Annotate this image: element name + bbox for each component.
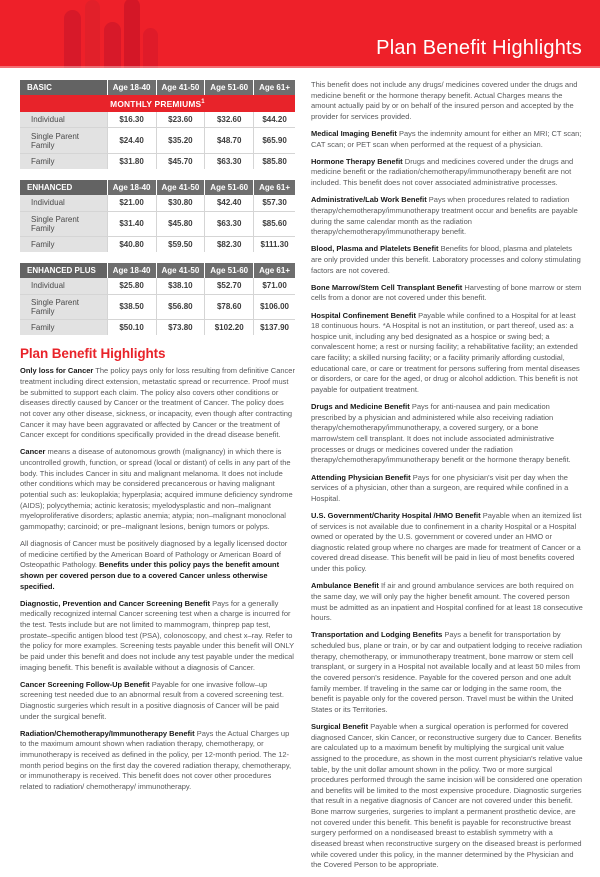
benefit-description: Pays a benefit for transportation by scheduled bus, plane or train, or by car and outpatient lodging to receive radiation therapy, chemotherapy, or immunotherapy treatment, bone marrow or stem cell transplant, or surgery in a Hospital not available locally and at least 50 miles from the covered person's residence. Payable for the covered person and one adult family member. If traveling in the same car or lodging in the same room, the benefit is payable only for the covered person. Travel must be within the United States or its Territories.: [311, 630, 583, 714]
premium-tables-group: [20, 80, 295, 335]
table-cell: $25.80: [107, 278, 156, 294]
table-row: [20, 112, 295, 128]
benefit-paragraph: [20, 366, 295, 440]
logo-bar-4: [124, 0, 140, 68]
table-cell: $50.10: [107, 320, 156, 336]
table-cell: $48.70: [205, 128, 254, 153]
premium-table-enhanced: [20, 180, 295, 252]
table-cell: $38.10: [156, 278, 205, 294]
table-plan-label: BASIC: [20, 80, 107, 95]
table-plan-label: ENHANCED: [20, 180, 107, 195]
table-row: [20, 128, 295, 153]
table-cell: $78.60: [205, 294, 254, 319]
benefit-paragraph: [311, 630, 583, 715]
logo-bar-2: [85, 0, 100, 68]
table-cell: $63.30: [205, 153, 254, 169]
benefit-paragraph: [311, 581, 583, 624]
benefit-paragraph: [311, 283, 583, 304]
benefit-term: Ambulance Benefit: [311, 581, 379, 591]
benefit-term: Blood, Plasma and Platelets Benefit: [311, 244, 439, 254]
benefit-paragraph: [311, 80, 583, 123]
benefit-description: Pays for one physician's visit per day when the services of a physician, other than a surgeon, are required while confined in a Hospital.: [311, 472, 569, 503]
table-header-row: [20, 263, 295, 278]
table-row-label: Individual: [20, 278, 107, 294]
benefit-description: Payable when an itemized list of services is not available due to confinement in a charity Hospital or a Hospital owned or operated by the U.S. government or covered under an HMO or diagnostic related group where no charges are made for treatment of Cancer or a covered dread disease. This benefit will be paid in lieu of most benefits covered under this policy.: [311, 510, 582, 574]
benefit-term: Radiation/Chemotherapy/Immunotherapy Benefit: [20, 728, 195, 738]
benefit-term: U.S. Government/Charity Hospital /HMO Benefit: [311, 510, 481, 520]
table-row: [20, 153, 295, 169]
table-row-label: Single Parent Family: [20, 211, 107, 236]
premium-table-enhanced-plus: [20, 263, 295, 335]
benefit-term: Attending Physician Benefit: [311, 472, 411, 482]
benefit-term: Drugs and Medicine Benefit: [311, 402, 410, 412]
table-cell: $45.80: [156, 211, 205, 236]
section-heading-plan-benefit-highlights: Plan Benefit Highlights: [20, 346, 166, 362]
table-cell: $24.40: [107, 128, 156, 153]
table-col-header-2: Age 51-60: [205, 180, 254, 195]
table-col-header-1: Age 41-50: [156, 263, 205, 278]
benefit-paragraph: [311, 473, 583, 505]
benefit-term: Surgical Benefit: [311, 721, 369, 731]
benefit-paragraph: [20, 539, 295, 592]
table-row-label: Individual: [20, 195, 107, 211]
table-cell: $31.40: [107, 211, 156, 236]
table-cell: $102.20: [205, 320, 254, 336]
table-cell: $52.70: [205, 278, 254, 294]
benefit-term: Transportation and Lodging Benefits: [311, 630, 443, 640]
table-cell: $45.70: [156, 153, 205, 169]
table-cell: $63.30: [205, 211, 254, 236]
right-column-paragraphs: [311, 80, 583, 871]
benefit-term: Bone Marrow/Stem Cell Transplant Benefit: [311, 282, 463, 292]
document-body: [0, 80, 600, 870]
table-row: [20, 195, 295, 211]
logo-bar-5: [143, 28, 158, 68]
table-cell: $31.80: [107, 153, 156, 169]
right-column: [311, 80, 583, 877]
benefit-paragraph: [20, 447, 295, 532]
table-col-header-2: Age 51-60: [205, 263, 254, 278]
left-column: [20, 80, 295, 799]
benefit-paragraph: [311, 311, 583, 396]
table-cell: $111.30: [254, 236, 295, 252]
table-cell: $106.00: [254, 294, 295, 319]
benefit-paragraph: [20, 680, 295, 723]
table-col-header-3: Age 61+: [254, 80, 295, 95]
benefit-description: Payable while confined to a Hospital for at least 18 continuous hours. *A Hospital is not an institution, or part thereof, used as: a hospice unit, including any bed designated as a hospice or swing bed; a convalescent home; a rest or nursing facility; a rehabilitative facility; an extended care facility; a skilled nursing facility; or a facility primarily affording custodial, educational care, or care or treatment for persons suffering from mental diseases or disorders, or care for the aged, or drug or alcohol addiction. This benefit is not payable for outpatient treatment.: [311, 310, 580, 395]
benefit-emphasis: Benefits under this policy pays the benefit amount shown per covered person due to a covered Cancer unless otherwise specified.: [20, 560, 280, 591]
table-row: [20, 294, 295, 319]
left-column-paragraphs: [20, 366, 295, 792]
benefit-description: Benefits for blood, plasma and platelets are only provided under this benefit. Laboratory processes and colony stimulating factors are not covered.: [311, 244, 581, 275]
benefit-paragraph: [311, 722, 583, 871]
benefit-term: Cancer: [20, 447, 46, 457]
benefit-term: Only loss for Cancer: [20, 366, 94, 376]
table-row-label: Family: [20, 236, 107, 252]
benefit-description: Pays when procedures related to radiation therapy/chemotherapy/immunotherapy treatment occur and benefits are payable during the same calendar month as the radiation therapy/chemotherapy/immunotherapy benefit.: [311, 195, 578, 237]
table-header-row: [20, 180, 295, 195]
table-col-header-2: Age 51-60: [205, 80, 254, 95]
benefit-description: means a disease of autonomous growth (malignancy) in which there is uncontrolled growth, function, or spread (local or distant) of cells in any part of the body. This includes Cancer in situ and malignant melanoma. It does not include other conditions which may be considered precancerous or having malignant potential such as: leukoplakia; hyperplasia; acquired immune deficiency syndrome (AIDS); polycythemia; actinic keratosis; myelodysplastic and non–malignant myeloproliferative disorders; aplastic anemia; atypia; non–malignant monoclonal gammopathy; carcinoid; or pre–malignant lesions, benign tumors or polyps.: [20, 447, 293, 531]
table-col-header-0: Age 18-40: [107, 263, 156, 278]
table-cell: $85.60: [254, 211, 295, 236]
page-title: Plan Benefit Highlights: [376, 37, 582, 59]
benefit-term: Hormone Therapy Benefit: [311, 156, 403, 166]
benefit-paragraph: [311, 129, 583, 150]
table-cell: $30.80: [156, 195, 205, 211]
benefit-paragraph: [20, 599, 295, 673]
benefit-description: Pays the Actual Charges up to the maximum amount shown when radiation therapy, chemotherapy, or immunotherapy is received as defined in the policy, per 12-month period. The 12-month period begins on the first day the covered radiation therapy, chemotherapy, or immunotherapy is received. This benefit does not cover other procedures related to radiation/ chemotherapy/ immunotherapy.: [20, 728, 292, 791]
logo-bar-1: [64, 10, 81, 68]
benefit-description: Payable for one invasive follow–up screening test needed due to an abnormal result from a covered screening test. Diagnostic surgeries which result in a positive diagnosis of Cancer will be paid under the surgical benefit.: [20, 679, 284, 721]
benefit-term: Cancer Screening Follow-Up Benefit: [20, 679, 150, 689]
table-cell: $82.30: [205, 236, 254, 252]
table-cell: $44.20: [254, 112, 295, 128]
table-row: [20, 278, 295, 294]
benefit-paragraph: [311, 244, 583, 276]
table-cell: $137.90: [254, 320, 295, 336]
table-header-row: [20, 80, 295, 95]
table-banner-row: [20, 95, 295, 112]
benefit-paragraph: [311, 402, 583, 466]
table-cell: $73.80: [156, 320, 205, 336]
benefit-paragraph: [311, 157, 583, 189]
table-col-header-0: Age 18-40: [107, 180, 156, 195]
table-cell: $35.20: [156, 128, 205, 153]
table-plan-label: ENHANCED PLUS: [20, 263, 107, 278]
table-row-label: Family: [20, 153, 107, 169]
table-cell: $59.50: [156, 236, 205, 252]
benefit-term: Administrative/Lab Work Benefit: [311, 195, 427, 205]
table-banner-label: MONTHLY PREMIUMS$^1$: [20, 95, 295, 112]
table-row-label: Single Parent Family: [20, 294, 107, 319]
benefit-paragraph: [20, 729, 295, 793]
benefit-description: All diagnosis of Cancer must be positively diagnosed by a legally licensed doctor of medicine certified by the American Board of Pathology or American Board of Osteopathic Pathology.: [20, 538, 288, 570]
benefit-description: If air and ground ambulance services are both required on the same day, we will only pay the higher benefit amount. The covered person must be admitted as an inpatient and Hospital confined for at least 18 consecutive hours.: [311, 581, 583, 623]
table-cell: $38.50: [107, 294, 156, 319]
table-cell: $23.60: [156, 112, 205, 128]
table-cell: $57.30: [254, 195, 295, 211]
table-col-header-3: Age 61+: [254, 263, 295, 278]
benefit-description: Pays the indemnity amount for either an MRI; CT scan; CAT scan; or PET scan when performed at the request of a physician.: [311, 129, 582, 149]
table-cell: $32.60: [205, 112, 254, 128]
table-col-header-1: Age 41-50: [156, 180, 205, 195]
table-col-header-3: Age 61+: [254, 180, 295, 195]
table-cell: $56.80: [156, 294, 205, 319]
table-cell: $42.40: [205, 195, 254, 211]
benefit-description: Drugs and medicines covered under the drugs and medicine benefit or the radiation/chemotherapy/immunotherapy benefit are not included. This benefit does not cover associated administrative processes.: [311, 156, 574, 188]
benefit-description: The policy pays only for loss resulting from definitive Cancer treatment including direct extension, metastatic spread or recurrence. Proof must be submitted to support each claim. The policy also covers other conditions or diseases directly caused by Cancer or the treatment of Cancer. The policy does not cover any other disease, sickness, or incapacity, even though after contracting Cancer it may have been aggravated or affected by Cancer or the treatment of Cancer except for conditions specifically provided in the dread disease benefit.: [20, 366, 295, 440]
table-cell: $71.00: [254, 278, 295, 294]
table-cell: $85.80: [254, 153, 295, 169]
benefit-paragraph: [311, 195, 583, 238]
benefit-description: This benefit does not include any drugs/ medicines covered under the drugs and medicine benefit or the hormone therapy benefit. Actual Charges means the amount actually paid by or on behalf of the insured person and accepted by the provider for services provided.: [311, 80, 578, 121]
table-row-label: Individual: [20, 112, 107, 128]
benefit-term: Diagnostic, Prevention and Cancer Screening Benefit: [20, 598, 211, 608]
table-row: [20, 211, 295, 236]
table-cell: $65.90: [254, 128, 295, 153]
benefit-term: Medical Imaging Benefit: [311, 129, 397, 139]
benefit-description: Payable when a surgical operation is performed for covered diagnosed Cancer, skin Cancer, or reconstructive surgery due to Cancer. Benefits are calculated up to a maximum benefit by multiplying the surgical unit value assigned to the procedure, as shown in the most current physician's relative value table, by the unit dollar amount shown in the policy. Two or more surgical procedures performed through the same incision will be considered one operation and benefits will be limited to the most expensive procedure. Diagnostic surgeries that result in a negative diagnosis of Cancer are not covered under this benefit. Bone marrow surgeries, surgeries to implant a permanent prosthetic device, are not covered under this benefit. This benefit is payable for reconstructive breast surgery performed on a nondiseased breast to establish symmetry with a diseased breast when reconstructive surgery on the diseased breast is performed while covered under this policy, in the manner determined by the Physician and the Covered Person to be appropriate.: [311, 721, 583, 870]
benefit-description: Pays for a generally medically recognized internal Cancer screening test when a charge is incurred for the test. Tests include but are not limited to mammogram, thinprep pap test, prostate–specific antigen blood test (PSA), colonoscopy, and chest x–ray. Refer to the policy for more examples. Screening tests payable under this benefit will ONLY be paid under this benefit and does not include any test payable under the medical imaging benefit. This benefit is available without a diagnosis of Cancer.: [20, 598, 295, 672]
premium-table-monthly-premiums: [20, 80, 295, 169]
table-row: [20, 320, 295, 336]
table-col-header-0: Age 18-40: [107, 80, 156, 95]
table-cell: $40.80: [107, 236, 156, 252]
company-bars-logo-icon: [60, 0, 170, 68]
table-cell: $16.30: [107, 112, 156, 128]
table-row-label: Family: [20, 320, 107, 336]
table-row-label: Single Parent Family: [20, 128, 107, 153]
header-divider: [0, 66, 600, 68]
benefit-description: Harvesting of bone marrow or stem cells from a donor are not covered under this benefit.: [311, 282, 582, 303]
benefit-term: Hospital Confinement Benefit: [311, 310, 417, 320]
table-cell: $21.00: [107, 195, 156, 211]
table-row: [20, 236, 295, 252]
benefit-description: Pays for anti-nausea and pain medication prescribed by a physician and administered while also receiving radiation therapy/chemotherapy/immunotherapy, a covered surgery, or a bone marrow/stem cell transplant. It does not include associated administrative processes or drugs or medicines covered under the radiation therapy/chemotherapy/immunotherapy benefit or the hormone therapy benefit.: [311, 402, 571, 465]
page-header: [0, 0, 600, 68]
logo-bar-3: [104, 22, 121, 68]
benefit-paragraph: [311, 511, 583, 575]
table-col-header-1: Age 41-50: [156, 80, 205, 95]
